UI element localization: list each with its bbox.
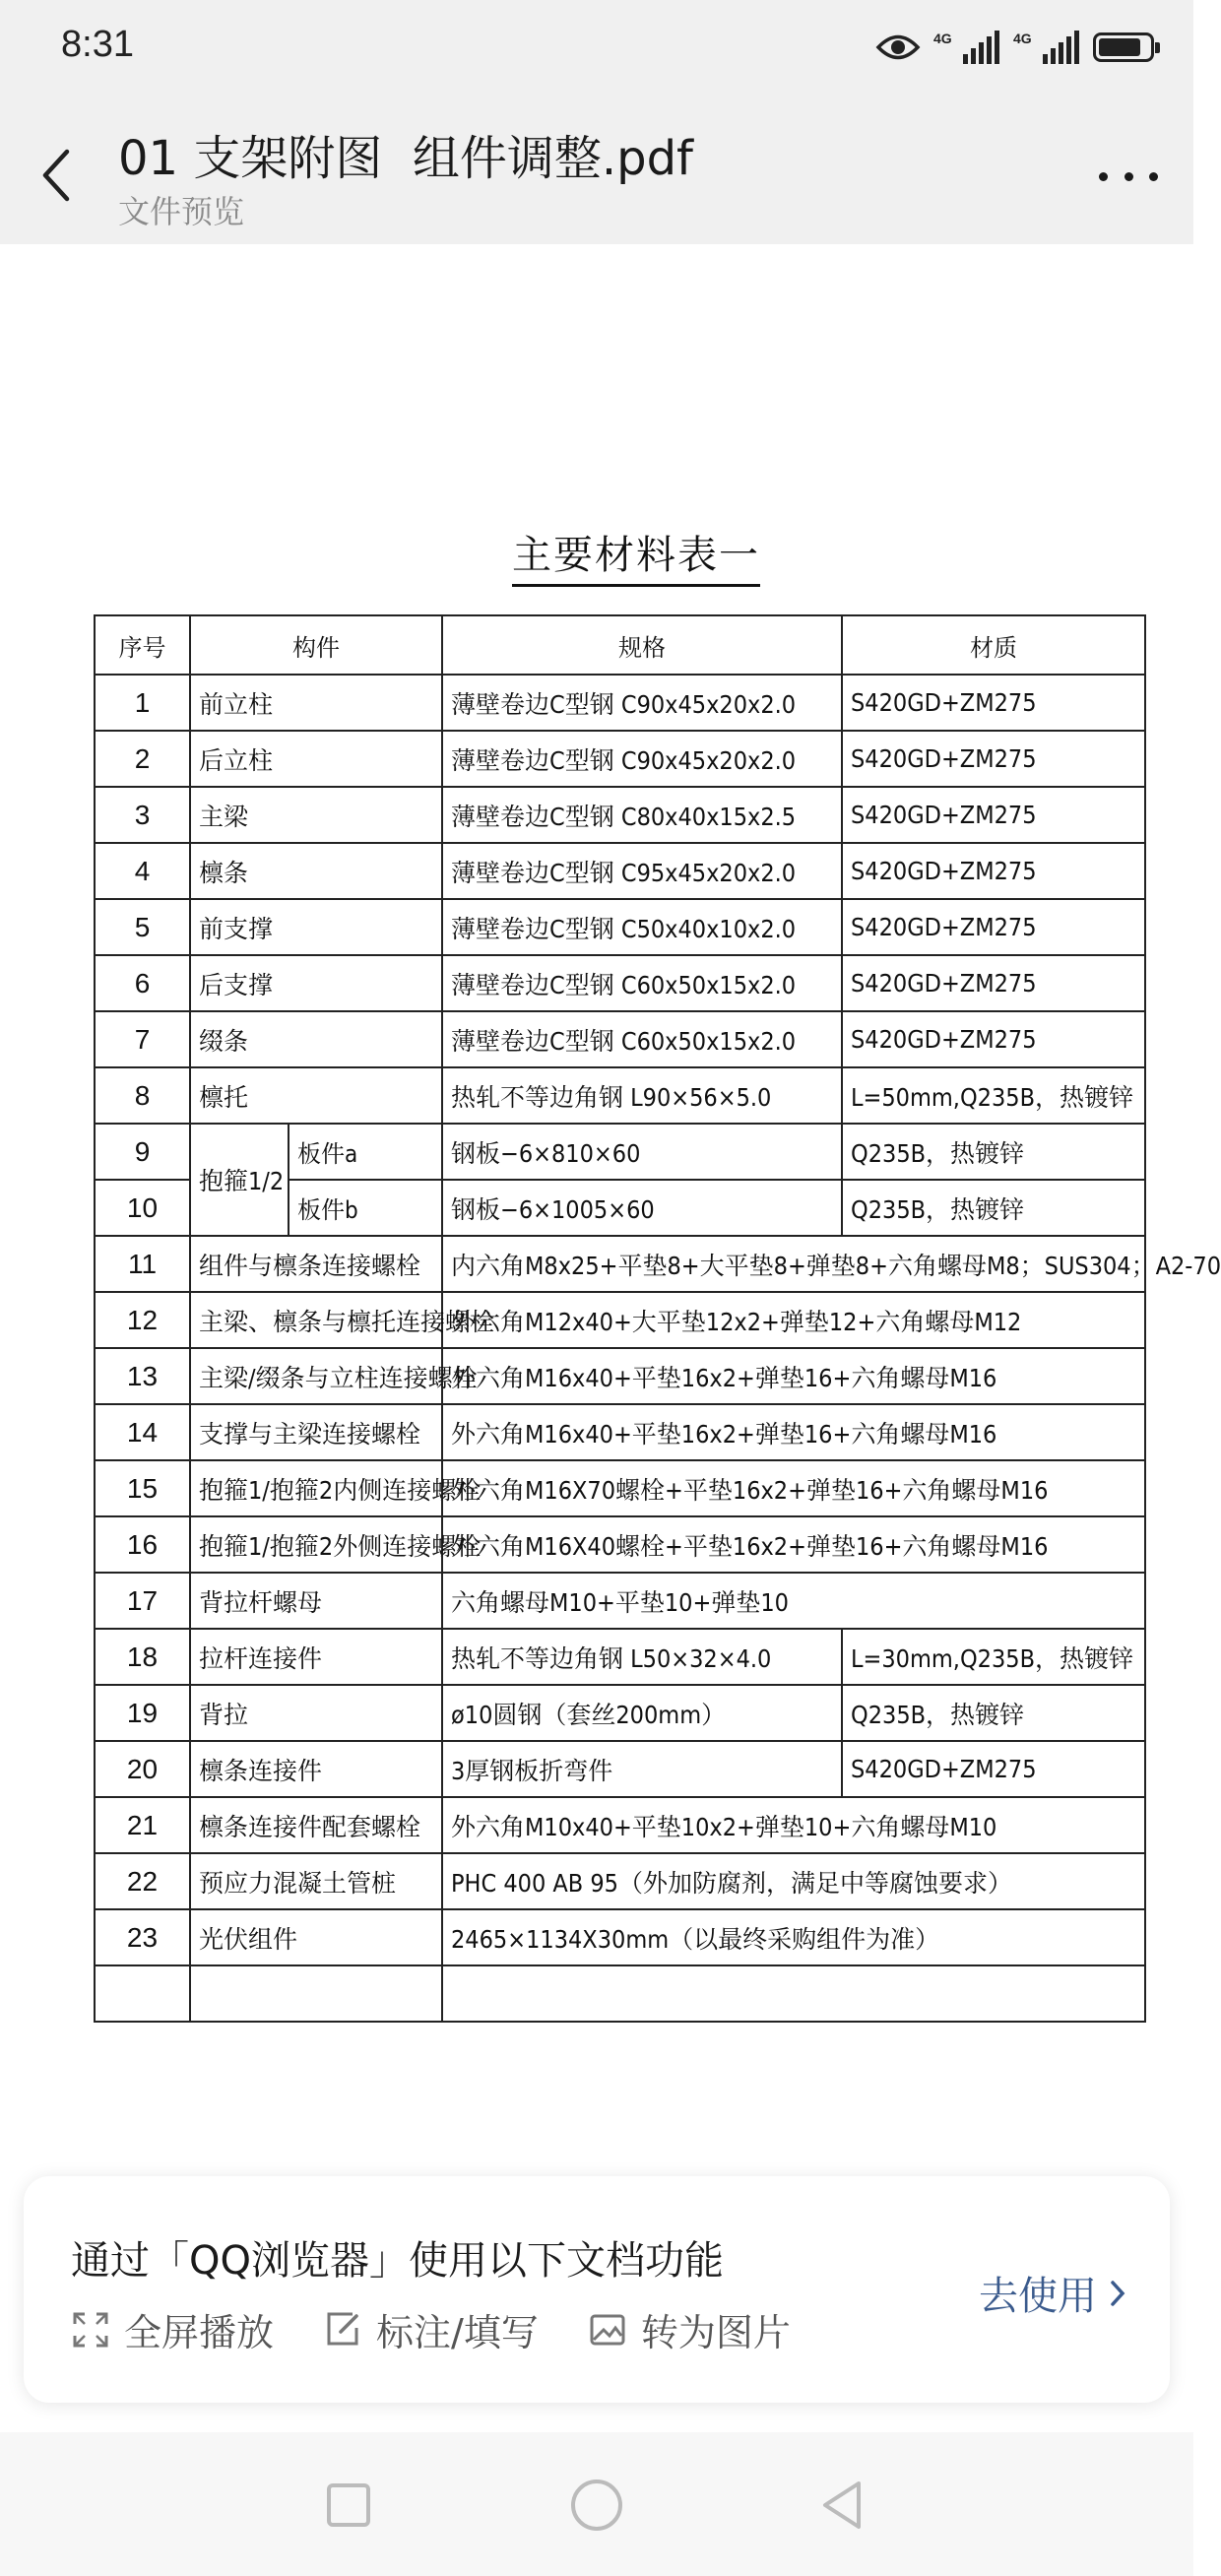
row-material: S420GD+ZM275 — [842, 1741, 1145, 1797]
go-use-button[interactable] — [979, 2265, 1126, 2321]
row-part-hoop: 抱箍1/2 — [190, 1124, 289, 1236]
back-triangle-icon[interactable] — [815, 2478, 870, 2533]
row-no: 4 — [95, 843, 190, 899]
table-row — [95, 1629, 1145, 1685]
home-circle-icon[interactable] — [567, 2476, 626, 2535]
row-no: 21 — [95, 1797, 190, 1853]
row-no: 8 — [95, 1067, 190, 1124]
table-row — [95, 1516, 1145, 1573]
row-no: 16 — [95, 1516, 190, 1573]
row-material: L=30mm,Q235B，热镀锌 — [842, 1629, 1145, 1685]
row-part-empty — [190, 1965, 442, 2022]
row-no: 12 — [95, 1292, 190, 1348]
fullscreen-label: 全屏播放 — [124, 2311, 275, 2354]
row-spec: 薄壁卷边C型钢 C80x40x15x2.5 — [442, 787, 842, 843]
row-no: 7 — [95, 1011, 190, 1067]
row-material: S420GD+ZM275 — [842, 899, 1145, 955]
row-no: 10 — [95, 1180, 190, 1236]
table-row — [95, 843, 1145, 899]
row-spec: 2465×1134X30mm（以最终采购组件为准） — [442, 1909, 1145, 1965]
row-part: 缀条 — [190, 1011, 442, 1067]
row-spec: 六角螺母M10+平垫10+弹垫10 — [442, 1573, 1145, 1629]
row-no: 13 — [95, 1348, 190, 1404]
row-no: 5 — [95, 899, 190, 955]
row-spec: 薄壁卷边C型钢 C50x40x10x2.0 — [442, 899, 842, 955]
table-row — [95, 1685, 1145, 1741]
table-row — [95, 1292, 1145, 1348]
row-subpart: 板件a — [289, 1124, 442, 1180]
row-no: 9 — [95, 1124, 190, 1180]
row-part: 主梁 — [190, 787, 442, 843]
row-part: 背拉杆螺母 — [190, 1573, 442, 1629]
table-row — [95, 1741, 1145, 1797]
header-part: 构件 — [190, 615, 442, 675]
row-spec: PHC 400 AB 95（外加防腐剂，满足中等腐蚀要求） — [442, 1853, 1145, 1909]
row-part: 前立柱 — [190, 675, 442, 731]
more-dots-icon — [1125, 172, 1133, 181]
row-part: 后立柱 — [190, 731, 442, 787]
row-part: 背拉 — [190, 1685, 442, 1741]
table-row — [95, 1460, 1145, 1516]
chevron-right-icon — [1109, 2279, 1126, 2308]
row-spec: 钢板−6×1005×60 — [442, 1180, 842, 1236]
row-subpart: 板件b — [289, 1180, 442, 1236]
more-options-button[interactable] — [1099, 161, 1158, 191]
row-part: 前支撑 — [190, 899, 442, 955]
row-spec: 热轧不等边角钢 L50×32×4.0 — [442, 1629, 842, 1685]
table-row — [95, 955, 1145, 1011]
row-material: S420GD+ZM275 — [842, 1011, 1145, 1067]
row-part: 抱箍1/抱箍2内侧连接螺栓 — [190, 1460, 442, 1516]
header-no: 序号 — [95, 615, 190, 675]
row-part: 檩条 — [190, 843, 442, 899]
row-spec: 外六角M16x40+平垫16x2+弹垫16+六角螺母M16 — [442, 1404, 1145, 1460]
row-spec: 外六角M16X70螺栓+平垫16x2+弹垫16+六角螺母M16 — [442, 1460, 1145, 1516]
row-spec: ø10圆钢（套丝200mm） — [442, 1685, 842, 1741]
row-part: 支撑与主梁连接螺栓 — [190, 1404, 442, 1460]
row-spec: 3厚钢板折弯件 — [442, 1741, 842, 1797]
status-icons — [876, 26, 1154, 69]
promo-text: 通过「QQ浏览器」使用以下文档功能 — [71, 2238, 724, 2284]
go-use-label: 去使用 — [979, 2274, 1097, 2319]
row-material: S420GD+ZM275 — [842, 955, 1145, 1011]
row-part: 拉杆连接件 — [190, 1629, 442, 1685]
convert-image-label: 转为图片 — [640, 2311, 791, 2354]
table-row — [95, 1348, 1145, 1404]
table-row — [95, 731, 1145, 787]
more-dots-icon — [1149, 172, 1158, 181]
signal-label: 4G — [1013, 31, 1032, 46]
row-no: 6 — [95, 955, 190, 1011]
row-spec: 薄壁卷边C型钢 C95x45x20x2.0 — [442, 843, 842, 899]
status-bar — [0, 0, 1193, 98]
table-row — [95, 787, 1145, 843]
row-part: 抱箍1/抱箍2外侧连接螺栓 — [190, 1516, 442, 1573]
signal-icon — [1013, 31, 1079, 64]
row-part: 檩托 — [190, 1067, 442, 1124]
row-no: 17 — [95, 1573, 190, 1629]
row-part: 主梁、檩条与檩托连接螺栓 — [190, 1292, 442, 1348]
row-part: 预应力混凝土管桩 — [190, 1853, 442, 1909]
table-row — [95, 1853, 1145, 1909]
document-preview[interactable] — [0, 244, 1221, 2174]
row-spec: 薄壁卷边C型钢 C60x50x15x2.0 — [442, 1011, 842, 1067]
table-row — [95, 1573, 1145, 1629]
table-row — [95, 1404, 1145, 1460]
row-material: S420GD+ZM275 — [842, 843, 1145, 899]
table-row-empty — [95, 1965, 1145, 2022]
row-spec: 热轧不等边角钢 L90×56×5.0 — [442, 1067, 842, 1124]
row-material: Q235B，热镀锌 — [842, 1685, 1145, 1741]
row-no: 19 — [95, 1685, 190, 1741]
image-icon — [588, 2310, 627, 2350]
row-no: 11 — [95, 1236, 190, 1292]
row-part: 组件与檩条连接螺栓 — [190, 1236, 442, 1292]
table-title: 主要材料表一 — [512, 524, 760, 587]
table-row — [95, 1011, 1145, 1067]
row-spec: 外六角M10x40+平垫10x2+弹垫10+六角螺母M10 — [442, 1797, 1145, 1853]
row-material: S420GD+ZM275 — [842, 787, 1145, 843]
table-row — [95, 1067, 1145, 1124]
row-spec: 内六角M8x25+平垫8+大平垫8+弹垫8+六角螺母M8；SUS304；A2-70 — [442, 1236, 1145, 1292]
table-header-row — [95, 615, 1145, 675]
row-material: Q235B，热镀锌 — [842, 1124, 1145, 1180]
convert-image-button[interactable] — [588, 2302, 791, 2356]
row-no: 14 — [95, 1404, 190, 1460]
promo-actions — [71, 2302, 791, 2356]
annotate-label: 标注/填写 — [376, 2311, 539, 2354]
header-spec: 规格 — [442, 615, 842, 675]
row-material: Q235B，热镀锌 — [842, 1180, 1145, 1236]
system-nav-bar — [0, 2432, 1193, 2576]
row-part: 主梁/缀条与立柱连接螺栓 — [190, 1348, 442, 1404]
table-row — [95, 675, 1145, 731]
row-no: 20 — [95, 1741, 190, 1797]
row-no: 22 — [95, 1853, 190, 1909]
row-spec: 外六角M16x40+平垫16x2+弹垫16+六角螺母M16 — [442, 1348, 1145, 1404]
row-material: L=50mm,Q235B，热镀锌 — [842, 1067, 1145, 1124]
header-material: 材质 — [842, 615, 1145, 675]
materials-table — [94, 614, 1221, 2023]
row-no: 2 — [95, 731, 190, 787]
eye-icon — [876, 32, 920, 62]
page-subtitle: 文件预览 — [118, 193, 245, 230]
signal-label: 4G — [933, 31, 952, 46]
row-spec: 钢板−6×810×60 — [442, 1124, 842, 1180]
qq-browser-promo-card — [24, 2176, 1170, 2403]
signal-icon — [933, 31, 999, 64]
row-spec: 薄壁卷边C型钢 C60x50x15x2.0 — [442, 955, 842, 1011]
row-part: 后支撑 — [190, 955, 442, 1011]
row-spec: 薄壁卷边C型钢 C90x45x20x2.0 — [442, 675, 842, 731]
row-part: 檩条连接件 — [190, 1741, 442, 1797]
app-header — [0, 98, 1193, 244]
row-no: 3 — [95, 787, 190, 843]
row-no: 15 — [95, 1460, 190, 1516]
row-material: S420GD+ZM275 — [842, 731, 1145, 787]
row-part: 檩条连接件配套螺栓 — [190, 1797, 442, 1853]
row-spec: 外六角M16X40螺栓+平垫16x2+弹垫16+六角螺母M16 — [442, 1516, 1145, 1573]
row-no: 23 — [95, 1909, 190, 1965]
row-no: 18 — [95, 1629, 190, 1685]
recents-square-icon[interactable] — [321, 2478, 376, 2533]
page-title: 01 支架附图 组件调整.pdf — [118, 131, 693, 186]
table-row — [95, 899, 1145, 955]
row-spec: 外六角M12x40+大平垫12x2+弹垫12+六角螺母M12 — [442, 1292, 1145, 1348]
table-row — [95, 1797, 1145, 1853]
battery-icon — [1093, 32, 1154, 62]
more-dots-icon — [1099, 172, 1108, 181]
status-time: 8:31 — [61, 24, 134, 65]
fullscreen-play-button[interactable] — [71, 2302, 274, 2356]
annotate-fill-button[interactable] — [323, 2302, 539, 2356]
edit-icon — [323, 2310, 362, 2350]
fullscreen-icon — [71, 2310, 110, 2350]
row-material: S420GD+ZM275 — [842, 675, 1145, 731]
back-button[interactable] — [37, 148, 77, 203]
table-row — [95, 1124, 1145, 1180]
table-row — [95, 1909, 1145, 1965]
row-spec: 薄壁卷边C型钢 C90x45x20x2.0 — [442, 731, 842, 787]
row-no: 1 — [95, 675, 190, 731]
row-no-empty — [95, 1965, 190, 2022]
table-row — [95, 1236, 1145, 1292]
row-part: 光伏组件 — [190, 1909, 442, 1965]
row-spec-empty — [442, 1965, 1145, 2022]
